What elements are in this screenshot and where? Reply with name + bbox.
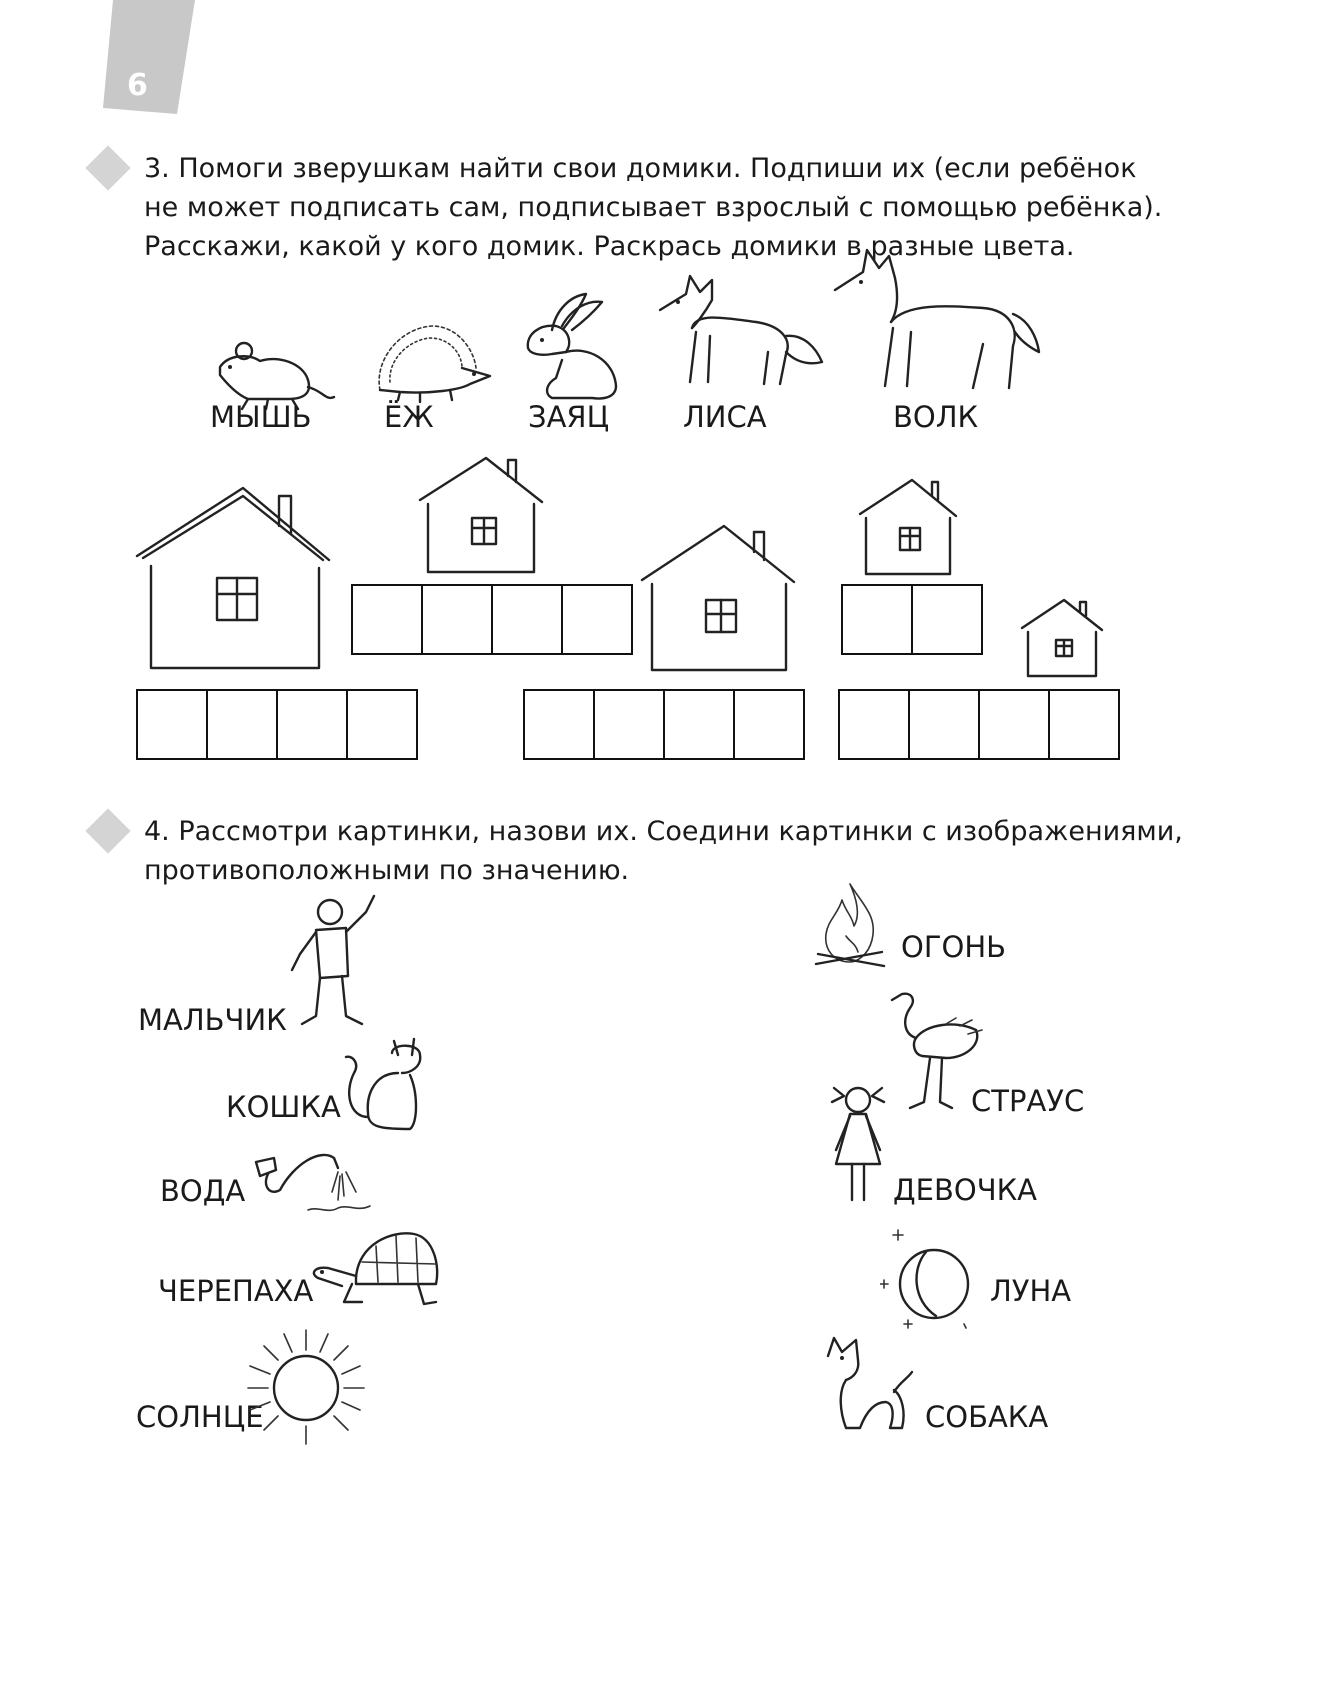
letter-boxes bbox=[838, 689, 1120, 760]
cat-icon bbox=[340, 1033, 430, 1133]
task3-line: не может подписать сам, подписывает взрослый с помощью ребёнка). bbox=[144, 192, 1163, 223]
fox-icon bbox=[656, 270, 826, 390]
animal-label: ВОЛК bbox=[893, 400, 979, 434]
letter-box[interactable] bbox=[733, 689, 805, 760]
task3-marker-icon bbox=[85, 145, 130, 190]
letter-boxes bbox=[523, 689, 805, 760]
letter-box[interactable] bbox=[561, 584, 633, 655]
animal-label: МЫШЬ bbox=[210, 400, 312, 434]
wolf-icon bbox=[833, 248, 1043, 393]
letter-boxes bbox=[351, 584, 633, 655]
letter-box[interactable] bbox=[908, 689, 980, 760]
house-large-icon bbox=[133, 484, 333, 674]
letter-box[interactable] bbox=[841, 584, 913, 655]
house-tiny-icon bbox=[1020, 598, 1106, 680]
right-item-label: СТРАУС bbox=[971, 1084, 1085, 1118]
right-item-label: ОГОНЬ bbox=[901, 930, 1007, 964]
boy-icon bbox=[286, 892, 386, 1032]
letter-boxes bbox=[136, 689, 418, 760]
letter-box[interactable] bbox=[206, 689, 278, 760]
house-medium-icon bbox=[640, 524, 798, 674]
right-item-label: ДЕВОЧКА bbox=[893, 1173, 1038, 1207]
letter-box[interactable] bbox=[1048, 689, 1120, 760]
animal-label: ЛИСА bbox=[683, 400, 767, 434]
right-item-label: СОБАКА bbox=[925, 1400, 1049, 1434]
letter-box[interactable] bbox=[136, 689, 208, 760]
dog-icon bbox=[820, 1332, 916, 1432]
house-medium-icon bbox=[418, 456, 546, 576]
letter-box[interactable] bbox=[911, 584, 983, 655]
letter-box[interactable] bbox=[351, 584, 423, 655]
animal-label: ЗАЯЦ bbox=[528, 400, 610, 434]
animal-label: ЁЖ bbox=[384, 400, 434, 434]
letter-boxes bbox=[841, 584, 983, 655]
task4-marker-icon bbox=[85, 808, 130, 853]
letter-box[interactable] bbox=[421, 584, 493, 655]
house-small-icon bbox=[858, 478, 960, 578]
letter-box[interactable] bbox=[978, 689, 1050, 760]
girl-icon bbox=[824, 1076, 892, 1206]
page-tab-shape bbox=[103, 0, 195, 122]
letter-box[interactable] bbox=[663, 689, 735, 760]
page-number: 6 bbox=[127, 68, 148, 103]
left-item-label: МАЛЬЧИК bbox=[138, 1003, 287, 1037]
task4-instructions bbox=[144, 812, 1184, 890]
letter-box[interactable] bbox=[276, 689, 348, 760]
letter-box[interactable] bbox=[593, 689, 665, 760]
sun-icon bbox=[240, 1326, 370, 1446]
left-item-label: ЧЕРЕПАХА bbox=[158, 1274, 314, 1308]
letter-box[interactable] bbox=[346, 689, 418, 760]
hedgehog-icon bbox=[370, 320, 495, 405]
water-tap-icon bbox=[248, 1140, 378, 1220]
fire-icon bbox=[812, 880, 888, 972]
task4-line: 4. Рассмотри картинки, назови их. Соедини картинки с изображениями, bbox=[144, 816, 1183, 847]
task3-line: Расскажи, какой у кого домик. Раскрась домики в разные цвета. bbox=[144, 231, 1075, 262]
moon-icon bbox=[880, 1228, 980, 1338]
letter-box[interactable] bbox=[838, 689, 910, 760]
letter-box[interactable] bbox=[491, 584, 563, 655]
turtle-icon bbox=[306, 1226, 446, 1312]
left-item-label: КОШКА bbox=[226, 1090, 341, 1124]
letter-box[interactable] bbox=[523, 689, 595, 760]
left-item-label: СОЛНЦЕ bbox=[136, 1400, 264, 1434]
right-item-label: ЛУНА bbox=[990, 1274, 1072, 1308]
task3-line: 3. Помоги зверушкам найти свои домики. Подпиши их (если ребёнок bbox=[144, 153, 1137, 184]
task4-line: противоположными по значению. bbox=[144, 855, 630, 886]
left-item-label: ВОДА bbox=[160, 1174, 246, 1208]
page-number-tab bbox=[103, 0, 195, 122]
hare-icon bbox=[522, 290, 632, 405]
